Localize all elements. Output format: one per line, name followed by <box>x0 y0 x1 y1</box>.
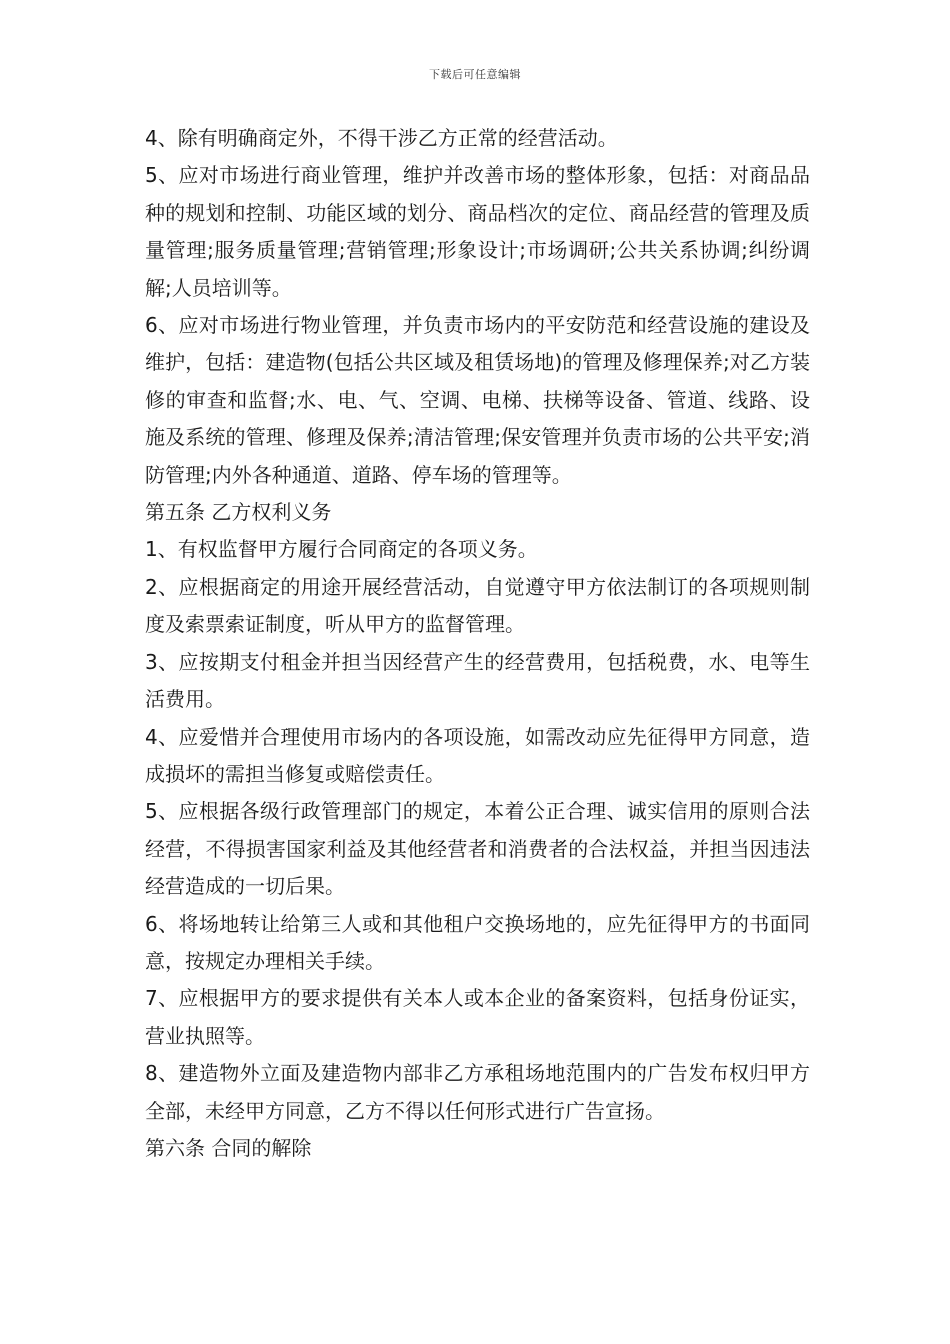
document-body <box>145 120 810 1167</box>
paragraph: 7、应根据甲方的要求提供有关本人或本企业的备案资料，包括身份证实，营业执照等。 <box>145 986 810 1048</box>
paragraph: 2、应根据商定的用途开展经营活动，自觉遵守甲方依法制订的各项规则制度及索票索证制度，听从甲方的监督管理。 <box>145 574 810 637</box>
paragraph: 5、应根据各级行政管理部门的规定，本着公正合理、诚实信用的原则合法经营，不得损害国家利益及其他经营者和消费者的合法权益，并担当因违法经营造成的一切后果。 <box>145 799 810 899</box>
paragraph: 4、除有明确商定外，不得干涉乙方正常的经营活动。 <box>145 126 618 150</box>
paragraph: 3、应按期支付租金并担当因经营产生的经营费用，包括税费，水、电等生活费用。 <box>145 649 810 712</box>
paragraph: 8、建造物外立面及建造物内部非乙方承租场地范围内的广告发布权归甲方全部，未经甲方同意，乙方不得以任何形式进行广告宣扬。 <box>145 1061 810 1123</box>
section-heading: 第五条 乙方权利义务 <box>145 500 332 525</box>
paragraph: 1、有权监督甲方履行合同商定的各项义务。 <box>145 537 538 562</box>
paragraph: 6、将场地转让给第三人或和其他租户交换场地的，应先征得甲方的书面同意，按规定办理相关手续。 <box>145 911 810 973</box>
paragraph: 4、应爱惜并合理使用市场内的各项设施，如需改动应先征得甲方同意，造成损坏的需担当修复或赔偿责任。 <box>145 724 810 786</box>
paragraph: 5、应对市场进行商业管理，维护并改善市场的整体形象，包括：对商品品种的规划和控制、功能区域的划分、商品档次的定位、商品经营的管理及质量管理;服务质量管理;营销管理;形象设计;市场调研;公共关系协调;纠纷调解;人员培训等。 <box>145 163 810 300</box>
section-heading: 第六条 合同的解除 <box>145 1135 312 1160</box>
paragraph: 6、应对市场进行物业管理，并负责市场内的平安防范和经营设施的建设及维护，包括：建造物(包括公共区域及租赁场地)的管理及修理保养;对乙方装修的审查和监督;水、电、气、空调、电梯、扶梯等设备、管道、线路、设施及系统的管理、修理及保养;清洁管理;保安管理并负责市场的公共平安;消防管理;内外各种通道、道路、停车场的管理等。 <box>145 313 810 487</box>
page-header-note: 下载后可任意编辑 <box>429 68 521 81</box>
